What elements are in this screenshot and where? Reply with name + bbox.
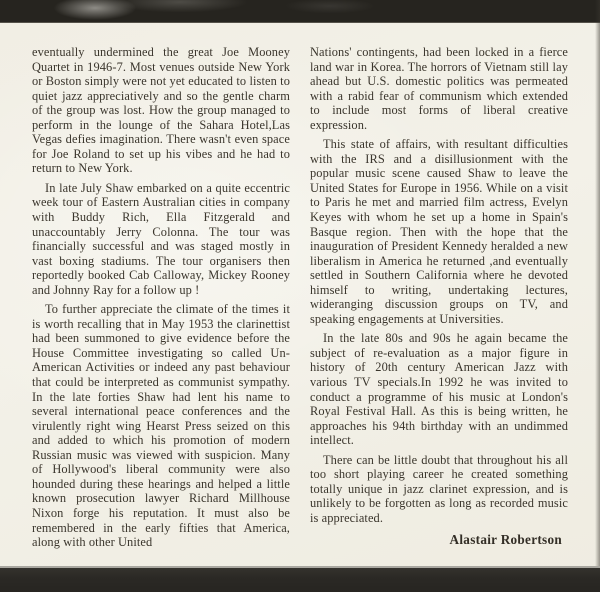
scan-border-top	[0, 0, 600, 23]
left-column	[32, 45, 290, 568]
right-column	[310, 45, 568, 568]
paragraph: In the late 80s and 90s he again became the subject of re-evaluation as a major figure in history of 20th century American Jazz with various TV specials.In 1992 he was invited to conduct a programme of his music at London's Royal Festival Hall. As this is being written, he approaches his 94th birthday with an undimmed intellect.	[310, 331, 568, 448]
paragraph: eventually undermined the great Joe Mooney Quartet in 1946-7. Most venues outside New York or Boston simply were not yet educated to listen to quiet jazz appreciatively and so the gentle charm of the group was lost. How the group managed to perform in the lounge of the Sahara Hotel,Las Vegas defies imagination. There wasn't even space for Joe Roland to set up his vibes and he had to return to New York.	[32, 45, 290, 176]
paragraph: To further appreciate the climate of the times it is worth recalling that in May 1953 the clarinettist had been summoned to give evidence before the House Committee investigating so called Un-American Activities or indeed any past behaviour that could be interpreted as communist sympathy. In the late forties Shaw had lent his name to several international peace conferences and the virulently right wing Hearst Press seized on this and added to which his promotion of modern Russian music was viewed with suspicion. Many of Hollywood's liberal community were also hounded during these hearings and helped a little known prosecution lawyer Richard Millhouse Nixon forge his reputation. It must also be remembered in the early fifties that America, along with other United	[32, 302, 290, 550]
paragraph: This state of affairs, with resultant difficulties with the IRS and a disillusionment with the popular music scene caused Shaw to leave the United States for Europe in 1956. While on a visit to Paris he met and married film actress, Evelyn Keyes with whom he set up a home in Spain's Basque region. Then with the hope that the inauguration of President Kennedy heralded a new liberalism in America he returned ,and eventually settled in Southern California where he devoted himself to writing, undertaking lectures, wideranging discussion groups on TV, and speaking engagements at Universities.	[310, 137, 568, 326]
scan-border-bottom	[0, 566, 600, 592]
paragraph: Nations' contingents, had been locked in a fierce land war in Korea. The horrors of Vietnam still lay ahead but U.S. domestic politics was permeated with a rabid fear of communism which extended to include most forms of liberal creative expression.	[310, 45, 568, 132]
author-signature: Alastair Robertson	[449, 531, 562, 547]
paragraph: There can be little doubt that throughout his all too short playing career he created something totally unique in jazz clarinet expression, and is unlikely to be forgotten as long as recorded music is appreciated.	[310, 452, 568, 525]
page-body	[0, 22, 600, 568]
paragraph: In late July Shaw embarked on a quite eccentric week tour of Eastern Australian cities in company with Buddy Rich, Ella Fitzgerald and unaccountably Jerry Colonna. The tour was financially successful and was staged mostly in vast boxing stadiums. The tour organisers then reportedly booked Cab Calloway, Mickey Rooney and Johnny Ray for a follow up !	[32, 180, 290, 297]
